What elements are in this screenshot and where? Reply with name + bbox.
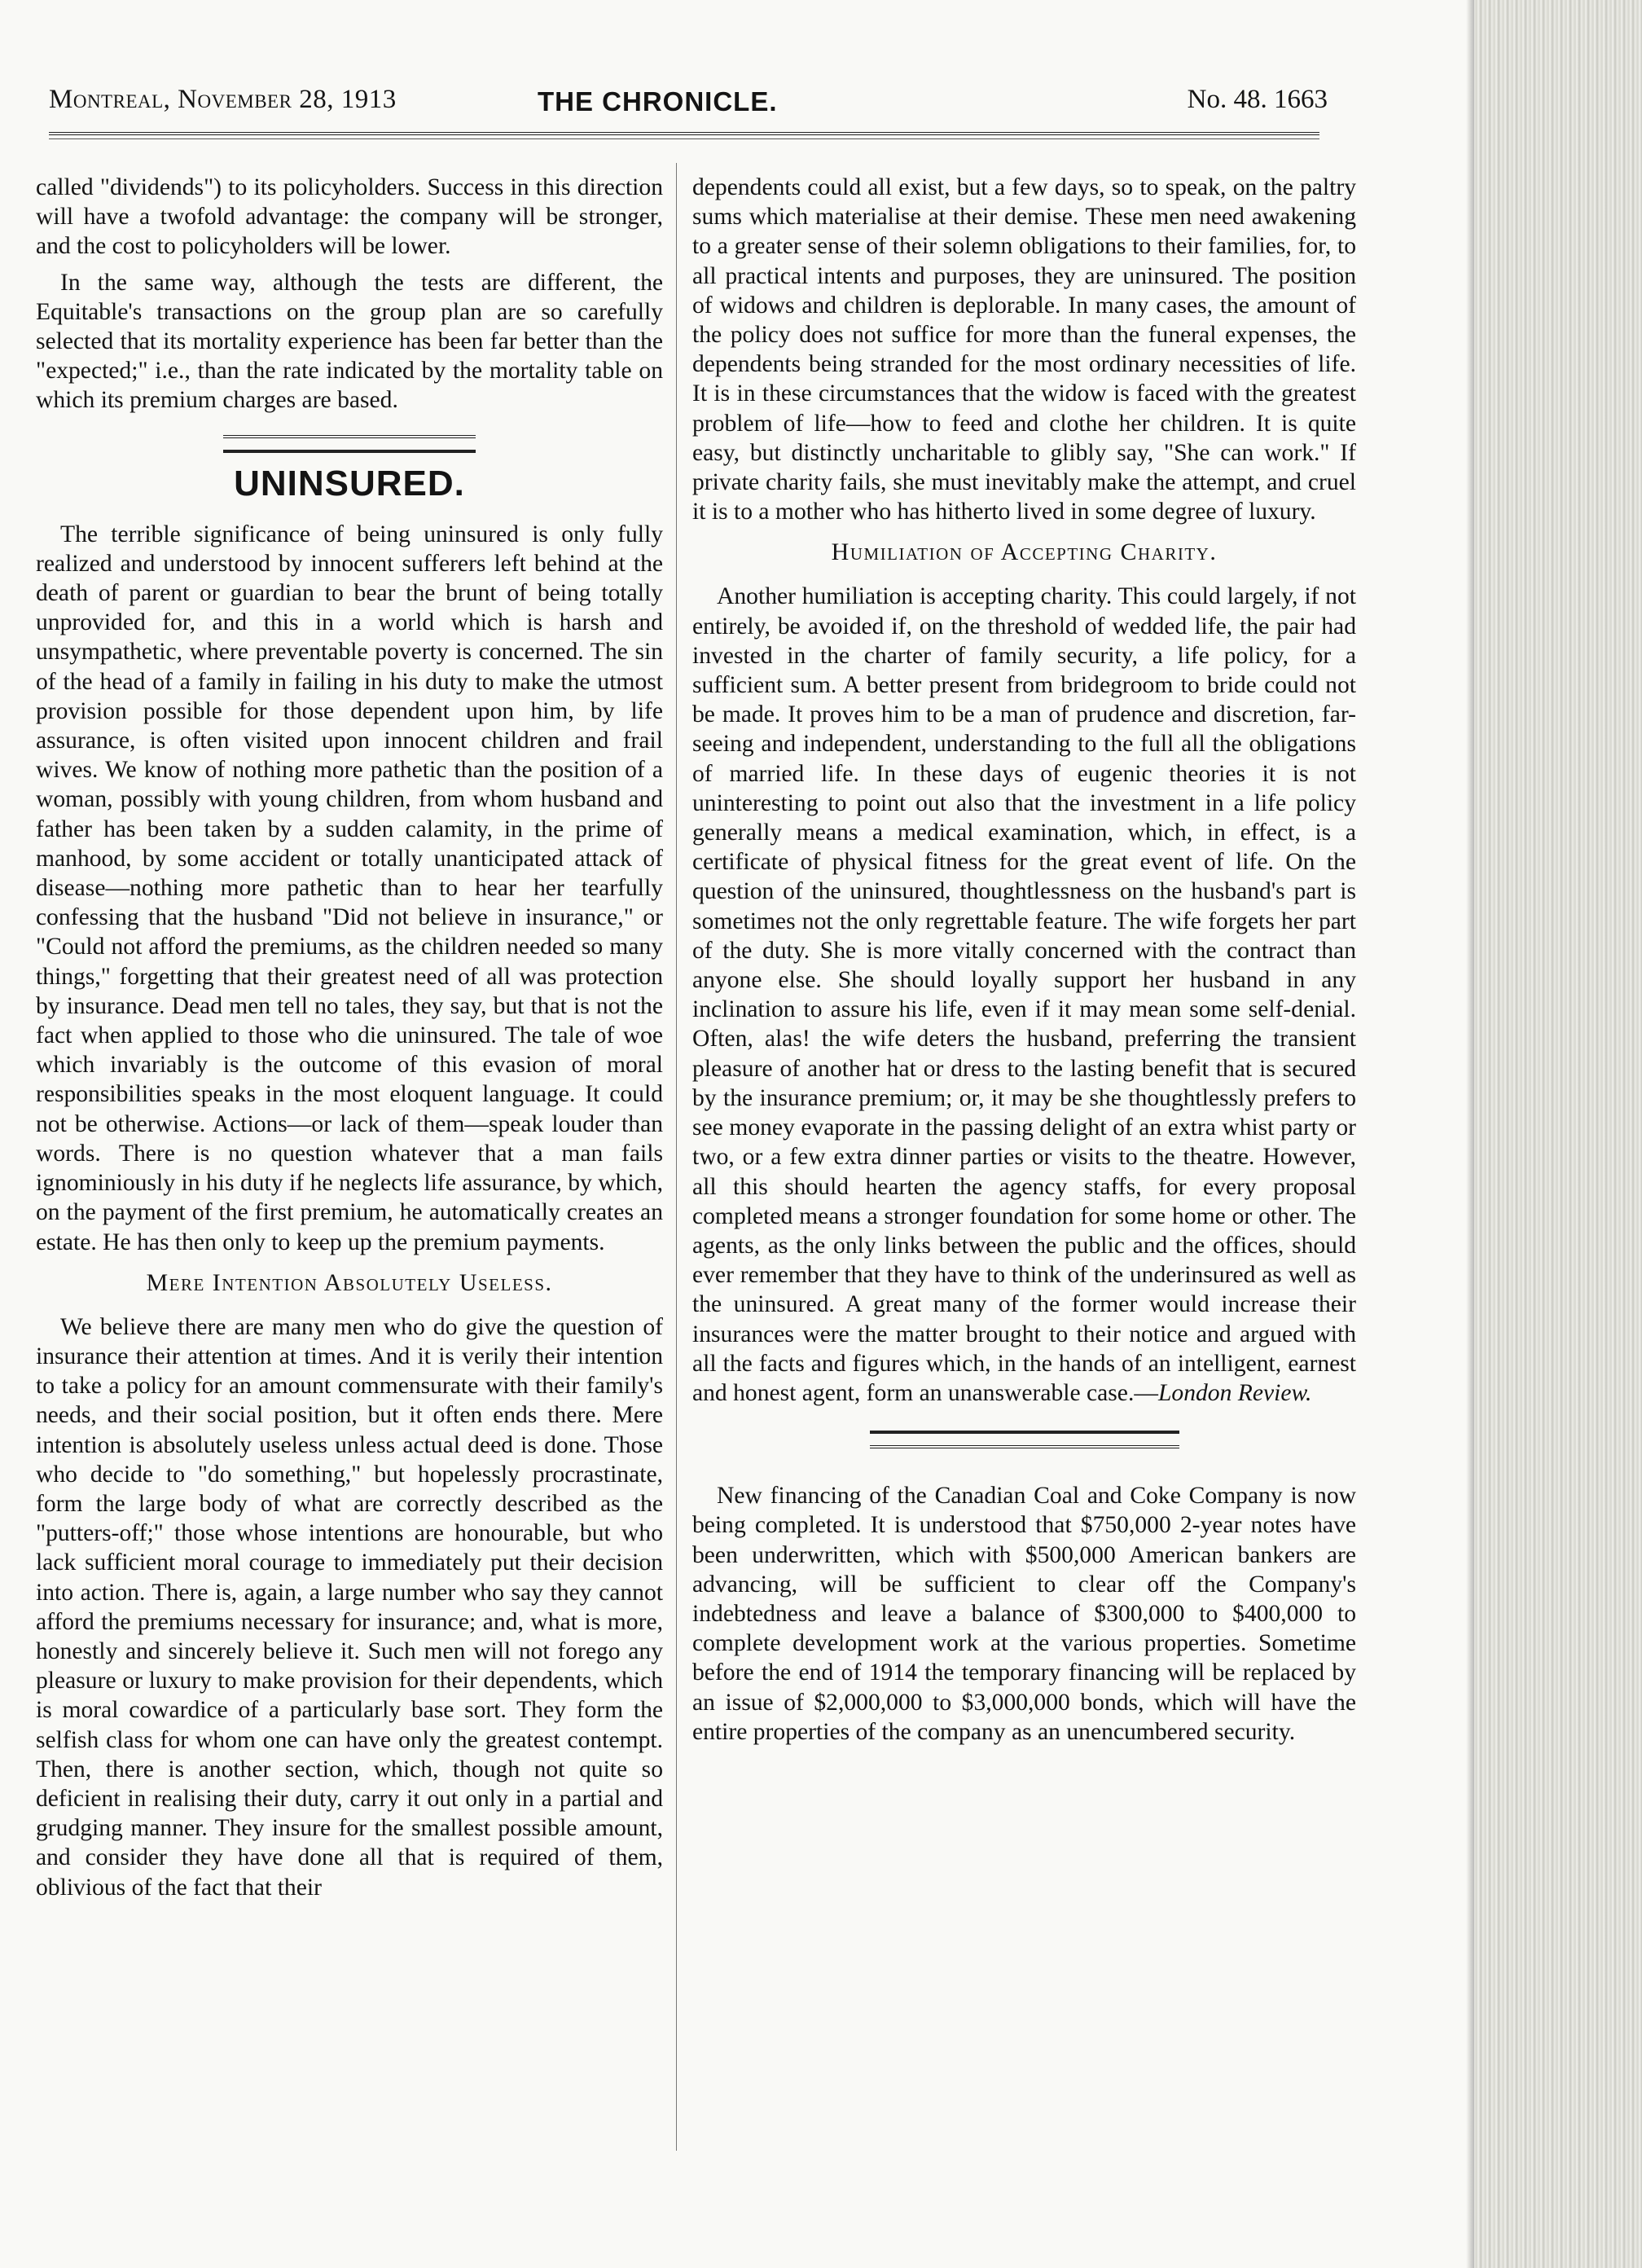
publication-title: THE CHRONICLE. (538, 86, 778, 116)
header-date: Montreal, November 28, 1913 (49, 85, 397, 114)
article-source: London Review. (1157, 1379, 1312, 1406)
article-paragraph: The terrible significance of being uninsured is only fully realized and understood by innocent sufferers left behind at the death of parent or guardian to bear the brunt of being totally unprovided for, and this in a world which is harsh and unsympathetic, where preventable poverty is concerned. The sin of the head of a family in failing in his duty to make the utmost provision possible for those dependent upon him, by life assurance, is often visited upon innocent children and frail wives. We know of nothing more pathetic than the position of a woman, possibly with young children, from whom husband and father has been taken by a sudden calamity, in the prime of manhood, by some accident or totally unanticipated attack of disease—nothing more pathetic than to hear her tearfully confessing that the husband "Did not believe in insurance," or "Could not afford the premiums, as the children needed so many things," forgetting that their greatest need of all was protection by insurance. Dead men tell no tales, they say, but that is not the fact when applied to those who die uninsured. The tale of woe which invariably is the outcome of this evasion of moral responsibilities speaks in the most eloquent language. It could not be otherwise. Actions—or lack of them—speak louder than words. There is no question whatever that a man fails ignominiously in his duty if he neglects life assurance, by which, on the payment of the first premium, he automatically creates an estate. He has then only to keep up the premium payments. (36, 521, 663, 1255)
article-paragraph (692, 582, 1356, 1408)
header-rule (49, 132, 1319, 135)
column-divider (676, 163, 677, 2151)
continued-paragraph: dependents could all exist, but a few days, so to speak, on the paltry sums which materialise at their demise. These men need awakening to a greater sense of their solemn obligations to their families, for, to all practical intents and purposes, they are uninsured. The position of widows and children is deplorable. In many cases, the amount of the policy does not suffice for more than the funeral expenses, the dependents being stranded for the most ordinary necessities of life. It is in these circumstances that the widow is faced with the greatest problem of life—how to feed and clothe her children. It is quite easy, but distinctly uncharitable to glibly say, "She can work." If private charity fails, she must inevitably make the attempt, and cruel it is to a mother who has hitherto lived in some degree of luxury. (692, 174, 1356, 525)
news-note: New financing of the Canadian Coal and Coke Company is now being completed. It is understood that $750,000 2-year notes have been underwritten, which with $500,000 American bankers are advancing, will be sufficient to clear off the Company's indebtedness and leave a balance of $300,000 to $400,000 to complete development work at the various properties. Sometime before the end of 1914 the temporary financing will be replaced by an issue of $2,000,000 to $3,000,000 bonds, which will have the entire properties of the company as an unencumbered security. (692, 1483, 1356, 1745)
right-column (692, 173, 1356, 1753)
book-page-edges (1474, 0, 1642, 2268)
article-separator (870, 1431, 1179, 1448)
issue-page-number: No. 48. 1663 (1187, 85, 1328, 114)
article-paragraph: We believe there are many men who do give the question of insurance their attention at times. And it is verily their intention to take a policy for an amount commensurate with their family's needs, and their social position, but it often ends there. Mere intention is absolutely useless unless actual deed is done. Those who decide to "do something," but hopelessly procrastinate, form the large body of what are correctly described as the "putters-off;" those whose intentions are honourable, but who lack sufficient moral courage to immediately put their decision into action. There is, again, a large number who say they cannot afford the premiums necessary for insurance; and, what is more, honestly and sincerely believe it. Such men will not forego any pleasure or luxury to make provision for their dependents, which is moral cowardice of a particularly base sort. They form the selfish class for whom one can have only the greatest contempt. Then, there is another section, which, though not quite so deficient in realising their duty, carry it out only in a partial and grudging manner. They insure for the smallest possible amount, and consider they have done all that is required of them, oblivious of the fact that their (36, 1313, 663, 1901)
continued-paragraph: called "dividends") to its policyholders. Success in this direction will have a twofold advantage: the company will be stronger, and the cost to policyholders will be lower. (36, 174, 663, 260)
article-separator (223, 435, 476, 453)
header-rule-thin (49, 138, 1319, 139)
section-subhead: Humiliation of Accepting Charity. (831, 538, 1218, 566)
continued-paragraph: In the same way, although the tests are different, the Equitable's transactions on the group plan are so carefully selected that its mortality experience has been far better than the "expected;" i.e., than the rate indicated by the mortality table on which its premium charges are based. (36, 269, 663, 414)
left-column (36, 173, 663, 1909)
article-headline: UNINSURED. (234, 463, 465, 503)
article-text: Another humiliation is accepting charity. This could largely, if not entirely, be avoided if, on the threshold of wedded life, the pair had invested in the charter of family security, a life policy, for a sufficient sum. A better present from bridegroom to bride could not be made. It proves him to be a man of prudence and discretion, far-seeing and independent, understanding to the full all the obligations of married life. In these days of eugenic theories it is not uninteresting to point out also that the investment in a life policy generally means a medical examination, which, in effect, is a certificate of physical fitness for the great event of life. On the question of the uninsured, thoughtlessness on the husband's part is sometimes not the only regrettable feature. The wife forgets her part of the duty. She is more vitally concerned with the contract than anyone else. She should loyally support her husband in any inclination to assure his life, even if it may mean some self-denial. Often, alas! the wife deters the husband, preferring the transient pleasure of another hat or dress to the lasting benefit that is secured by the insurance premium; or, it may be she thoughtlessly prefers to see money evaporate in the passing delight of an extra whist party or two, or a few extra dinner parties or visits to the theatre. However, all this should hearten the agency staffs, for every proposal completed means a stronger foundation for some home or other. The agents, as the only links between the public and the offices, should ever remember that they have to think of the underinsured as well as the uninsured. A great many of the former would increase their insurances were the matter brought to their notice and argued with all the facts and figures which, in the hands of an intelligent, earnest and honest agent, form an unanswerable case.— (692, 583, 1356, 1406)
section-subhead: Mere Intention Absolutely Useless. (146, 1268, 553, 1296)
page-header (49, 81, 1328, 130)
